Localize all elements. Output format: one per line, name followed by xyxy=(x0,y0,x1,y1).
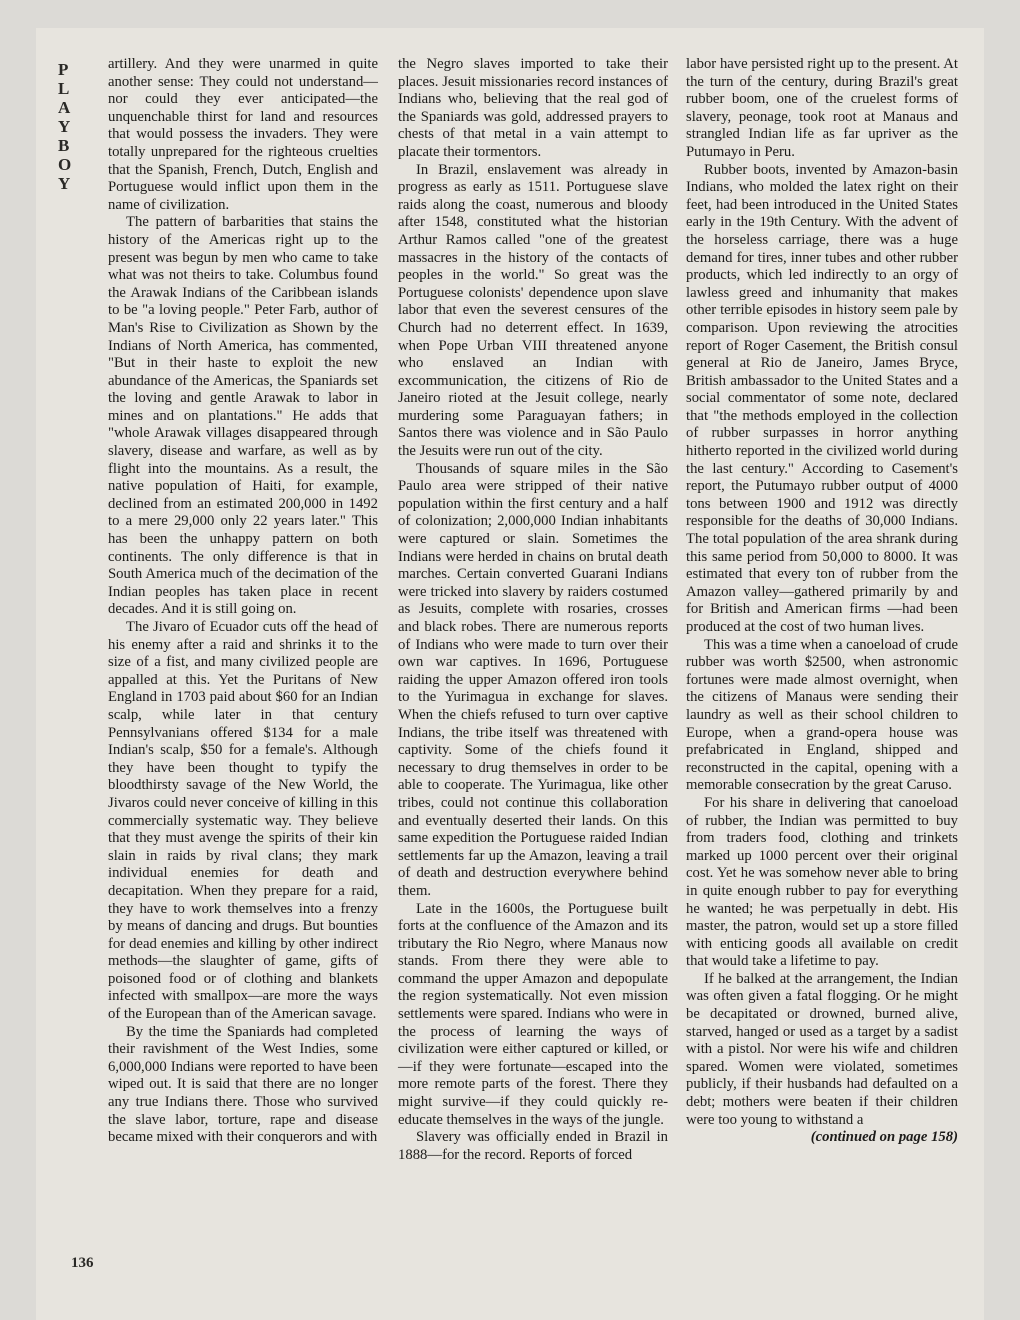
text-column-1 xyxy=(108,56,378,1147)
paragraph: For his share in delivering that canoeload of rubber, the Indian was permitted to buy from traders food, clothing and trinkets marked up 1000 percent over their original cost. Yet he was somehow never able to bring in quite enough rubber to pay for everything he wanted; he was perpetually in debt. His master, the patron, would set up a store filled with enticing goods all available on credit that would take a lifetime to pay. xyxy=(686,794,958,970)
page-number: 136 xyxy=(71,1255,94,1271)
paragraph: the Negro slaves imported to take their places. Jesuit missionaries record instances of Indians who, believing that the real god of the Spaniards was gold, addressed prayers to chests of that metal in a vain attempt to placate their tormentors. xyxy=(398,56,668,160)
text-column-3 xyxy=(686,56,958,1147)
paragraph: The pattern of barbarities that stains the history of the Americas right up to the present was begun by men who came to take what was not theirs to take. Columbus found the Arawak Indians of the Caribbean islands to be "a loving people." Peter Farb, author of Man's Rise to Civilization as Shown by the Indians of North America, has commented, "But in their haste to exploit the new abundance of the Americas, the Spaniards set the loving and gentle Arawak to labor in mines and on plantations." He adds that "whole Arawak villages disappeared through slavery, disease and warfare, as well as by flight into the mountains. As a result, the native population of Haiti, for example, declined from an estimated 200,000 in 1492 to a mere 29,000 only 22 years later." This has been the unhappy pattern on both continents. The only difference is that in South America much of the decimation of the Indian peoples has taken place in recent decades. And it is still going on. xyxy=(108,214,378,618)
paragraph: Slavery was officially ended in Brazil in 1888—for the record. Reports of forced xyxy=(398,1129,668,1163)
magazine-page xyxy=(36,28,984,1320)
paragraph: artillery. And they were unarmed in quite another sense: They could not understand—nor could they ever anticipated—the unquenchable thirst for land and resources that would possess the invaders. They were totally unprepared for the righteous cruelties that the Spanish, French, Dutch, English and Portuguese would inflict upon them in the name of civilization. xyxy=(108,56,378,213)
magazine-name: PLAYBOY xyxy=(58,60,80,193)
text-column-2 xyxy=(398,56,668,1164)
paragraph: By the time the Spaniards had completed their ravishment of the West Indies, some 6,000,000 Indians were reported to have been wiped out. It is said that there are no longer any true Indians there. Those who survived the slave labor, torture, rape and disease became mixed with their conquerors and with xyxy=(108,1023,378,1146)
paragraph: Rubber boots, invented by Amazon-basin Indians, who molded the latex right on their feet, had been introduced in the United States early in the 19th Century. With the advent of the horseless carriage, there was a huge demand for tires, inner tubes and other rubber products, which led indirectly to an orgy of lawless greed and inhumanity that makes other terrible episodes in history seem pale by comparison. Upon reviewing the atrocities report of Roger Casement, the British consul general at Rio de Janeiro, James Bryce, British ambassador to the United States and a social commentator of some note, declared that "the methods employed in the collection of rubber surpasses in horror anything hitherto reported in the civilized world during the last century." According to Casement's report, the Putumayo rubber output of 4000 tons between 1900 and 1912 was directly responsible for the deaths of 30,000 Indians. The total population of the area shrank during this same period from 50,000 to 8000. It was estimated that every ton of rubber from the Amazon valley—gathered primarily by and for British and American firms —had been produced at the cost of two human lives. xyxy=(686,161,958,635)
paragraph: labor have persisted right up to the present. At the turn of the century, during Brazil's great rubber boom, one of the cruelest forms of slavery, peonage, took root at Manaus and strangled Indian life as far upriver as the Putumayo in Peru. xyxy=(686,56,958,160)
paragraph: Thousands of square miles in the São Paulo area were stripped of their native population within the first century and a half of colonization; 2,000,000 Indian inhabitants were captured or slain. Sometimes the Indians were herded in chains on brutal death marches. Certain converted Guarani Indians were tricked into slavery by raiders costumed as Jesuits, complete with rosaries, crosses and black robes. There are numerous reports of Indians who were made to turn over their own war captives. In 1696, Portuguese raiding the upper Amazon offered iron tools to the Yurimagua in exchange for slaves. When the chiefs refused to turn over captive Indians, the tribe itself was threatened with captivity. Some of the chiefs found it necessary to drug themselves in order to be able to cooperate. The Yurimagua, like other tribes, could not continue this collaboration and eventually deserted their lands. On this same expedition the Portuguese raided Indian settlements far up the Amazon, leaving a trail of death and destruction everywhere behind them. xyxy=(398,460,668,899)
paragraph: This was a time when a canoeload of crude rubber was worth $2500, when astronomic fortunes were made almost overnight, when the citizens of Manaus were sending their laundry as well as their school children to Europe, when a grand-opera house was prefabricated in England, shipped and reconstructed in the capital, opening with a memorable consecration by the great Caruso. xyxy=(686,636,958,794)
paragraph: Late in the 1600s, the Portuguese built forts at the confluence of the Amazon and its tributary the Rio Negro, where Manaus now stands. From there they were able to command the upper Amazon and depopulate the region systematically. Not even mission settlements were spared. Indians who were in the process of learning the ways of civilization were either captured or killed, or —if they were fortunate—escaped into the more remote parts of the forest. There they might survive—if they could quickly re-educate themselves in the ways of the jungle. xyxy=(398,900,668,1128)
continued-note: (continued on page 158) xyxy=(810,1129,958,1146)
paragraph: In Brazil, enslavement was already in progress as early as 1511. Portuguese slave raids along the coast, numerous and bloody after 1548, constituted what the historian Arthur Ramos called "one of the greatest massacres in the history of the contacts of peoples in the world." So great was the Portuguese colonists' dependence upon slave labor that even the severest censures of the Church had no deterrent effect. In 1639, when Pope Urban VIII threatened anyone who enslaved an Indian with excommunication, the citizens of Rio de Janeiro rioted at the Jesuit college, nearly murdering some Paraguayan fathers; in Santos there was violence and in São Paulo the Jesuits were run out of the city. xyxy=(398,161,668,460)
paragraph: If he balked at the arrangement, the Indian was often given a fatal flogging. Or he might be decapitated or drowned, burned alive, starved, hanged or used as a target by a sadist with a pistol. Nor were his wife and children spared. Women were violated, sometimes publicly, if their husbands had defaulted on a debt; mothers were beaten if their children were too young to withstand a xyxy=(686,970,958,1128)
paragraph: The Jivaro of Ecuador cuts off the head of his enemy after a raid and shrinks it to the size of a fist, and many civilized people are appalled at this. Yet the Puritans of New England in 1703 paid about $60 for an Indian scalp, while later in that century Pennsylvanians offered $134 for a male Indian's scalp, $50 for a female's. Although they have been thought to typify the bloodthirsty savage of the New World, the Jivaros could never conceive of killing in this commercially systematic way. They believe that they must avenge the spirits of their kin slain in raids by rival clans; they mark individual enemies for death and decapitation. When they prepare for a raid, they have to work themselves into a frenzy by means of dancing and drugs. But bounties for dead enemies and killing by other indirect methods—the slaughter of game, gifts of poisoned food or of clothing and blankets infected with smallpox—are more the ways of the European than of the American savage. xyxy=(108,619,378,1023)
